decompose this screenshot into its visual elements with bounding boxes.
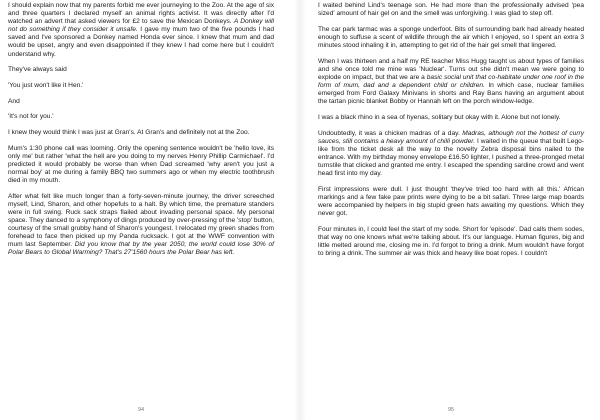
italic-fact-text: A Donkey will not do something if they consider it unsafe. [8, 18, 274, 34]
paragraph [8, 98, 274, 106]
text-run: 'It's not for you.' [8, 113, 54, 121]
text-run: The car park tarmac was a sponge underfoot. Bits of surrounding bark had already heated enough to suffuse a scent of wildlife through the air which I enjoyed, so I spent an extra 3 minutes stood inhaling it in, attempting to get rid of the hair gel smell that lingered. [318, 25, 584, 49]
text-run: In which case, nuclear families emerged from Ford Galaxy Minivans in shorts and Ray Bans having an argument about the tartan picnic blanket Bobby or Hannah left on the porch window-ledge. [318, 81, 584, 106]
paragraph [8, 145, 274, 185]
paragraph [8, 82, 274, 90]
text-run: I should explain now that my parents forbid me ever journeying to the Zoo. At the age of six and three quarters I declared myself an animal rights activist. It was directly after I'd watched an advert that asked viewers for £2 to save the Mexican Donkeys. [8, 2, 274, 26]
text-run: I was a black rhino in a sea of hyenas, solitary but okay with it. Alone but not lonely. [318, 113, 561, 121]
text-run: First impressions were dull. I just thought 'they've tried too hard with all this.' African markings and a few fake paw prints were dying to be a bit safari. Three large map boards were accompanied by helpers in big stupid green hats awaiting my questions. Which they never got. [318, 185, 584, 217]
text-run: After what felt like much longer than a forty-seven-minute journey, the driver screeched myself, Lind, Sharon, and other hopefuls to a halt. By which time, the premature standers were in full swing. Ruck sack straps flailed about invading personal space. My personal space. They danced to a symphony of dings produced by over-pressing of the 'stop' button, courtesy of the small grubby hand of Sharon's youngest. I relocated my green shades from forehead to face then picked up my Panda rucksack. I got at the WWF convention with mum last September. [8, 192, 274, 249]
paragraph [318, 186, 584, 218]
left-page-text [8, 2, 274, 258]
text-run: They've always said [8, 66, 67, 74]
paragraph [8, 66, 274, 74]
text-run: And [8, 97, 20, 105]
paragraph [318, 226, 584, 258]
text-run: 'You just won't like it Hen.' [8, 81, 84, 89]
paragraph [318, 26, 584, 50]
paragraph [318, 130, 584, 179]
text-run: I knew they would think I was just at Gran's. At Gran's and definitely not at the Zoo. [8, 129, 250, 136]
text-run: I waited in the queue that built Lego-like from the ticket desk all the way to the novelty Zebra disposal bins nailed to the entrance. With my birthday money envelope £16.50 lighter, I pushed a three-pronged metal turnstile that clicked and granted me entry. I escaped the spending sardine crowd and went head first into my day. [318, 137, 584, 177]
paragraph [8, 129, 274, 137]
text-run: I gave my mum two of the five pounds I had saved and I've sponsored a Donkey named Honda ever since. I knew that mum and dad would be upset, angry and even disappointed if they knew I had come here but I couldn't understand why. [8, 26, 274, 58]
paragraph [318, 2, 584, 18]
italic-fact-text: basic social unit that co-habitate under one roof in the form of mum, dad and a dependent child or children. [318, 73, 584, 89]
left-page [8, 0, 274, 420]
paragraph [8, 113, 274, 121]
text-run: Four minutes in, I could feel the start of my sode. Short for 'episode'. Dad calls them sodes, that way no one knows what we're talking about. It's our language. Human figures, big and little melted around me, closing me in. I'd forgot to bring a drink. Mum wouldn't have forgot to bring a drink. The summer air was thick and heavy like boat ropes. I couldn't [318, 225, 584, 257]
right-page-text [318, 2, 584, 258]
text-run: When I was thirteen and a half my RE teacher Miss Hugg taught us about types of families and she once told me mine was 'Nuclear'. Turns out she didn't mean we were going to explode on impact, but that we are a [318, 57, 584, 81]
book-gutter [294, 0, 306, 420]
text-run: Mum's 1:30 phone call was looming. Only the opening sentence wouldn't be 'hello love, its only me' but rather 'what the hell are you doing to my nerves Henry Phillip Carmichael'. I'd predicted it would probably be worse than when Dad screamed 'why aren't you just a normal boy' at me during a family BBQ two summers ago or when my electric toothbrush died in my mouth. [8, 144, 274, 185]
text-run: I waited behind Lind's teenage son. He had more than the professionally advised 'pea sized' amount of hair gel on and the smell was unforgiving. I was glad to step off. [318, 2, 584, 18]
paragraph [8, 193, 274, 258]
right-page [318, 0, 584, 420]
italic-fact-text: Did you know that by the year 2050, the world could lose 30% of Polar Bears to Global Warming? That's 27'1560 hours the Polar Bear has left. [8, 241, 274, 257]
paragraph [318, 58, 584, 107]
right-page-number: 95 [447, 407, 455, 413]
paragraph [318, 114, 584, 122]
left-page-number: 94 [137, 407, 145, 413]
text-run: Undoubtedly, it was a chicken madras of a day. [318, 129, 463, 137]
paragraph [8, 2, 274, 59]
italic-fact-text: Madras, although not the hottest of curry sauces, still contains a heavy amount of chilli powder. [318, 129, 585, 145]
